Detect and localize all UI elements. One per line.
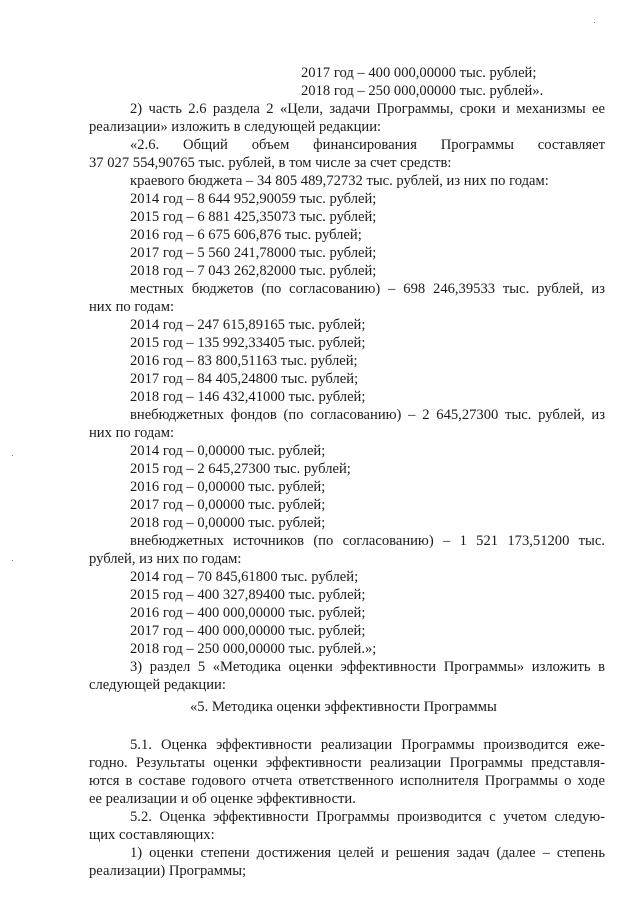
text-line: 2015 год – 135 992,33405 тыс. рублей; bbox=[130, 335, 366, 351]
text-line: 2017 год – 400 000,00000 тыс. рублей; bbox=[130, 623, 366, 639]
text-line: внебюджетных источников (по согласованию) – 1 521 173,51200 тыс. bbox=[130, 533, 605, 549]
text-line: 5.1. Оценка эффективности реализации Программы производится еже- bbox=[130, 737, 605, 753]
text-line: 2018 год – 250 000,00000 тыс. рублей.»; bbox=[130, 641, 377, 657]
text-line: 2017 год – 84 405,24800 тыс. рублей; bbox=[130, 371, 359, 387]
text-line: 2) часть 2.6 раздела 2 «Цели, задачи Программы, сроки и механизмы ее bbox=[130, 101, 605, 117]
text-line: 2015 год – 400 327,89400 тыс. рублей; bbox=[130, 587, 366, 603]
text-line: щих составляющих: bbox=[89, 827, 215, 843]
text-line: ются в составе годового отчета ответственного исполнителя Программы о ходе bbox=[89, 773, 605, 789]
text-line: них по годам: bbox=[89, 299, 175, 315]
text-line: реализации) Программы; bbox=[89, 863, 247, 879]
text-line: ее реализации и об оценке эффективности. bbox=[89, 791, 356, 807]
text-line: 1) оценки степени достижения целей и решения задач (далее – степень bbox=[130, 845, 605, 861]
text-line: краевого бюджета – 34 805 489,72732 тыс. рублей, из них по годам: bbox=[130, 173, 549, 189]
section-heading: «5. Методика оценки эффективности Программы bbox=[190, 699, 497, 715]
text-line: них по годам: bbox=[89, 425, 175, 441]
text-line: 3) раздел 5 «Методика оценки эффективности Программы» изложить в bbox=[130, 659, 605, 675]
scan-speck bbox=[594, 22, 595, 23]
text-line: 2014 год – 0,00000 тыс. рублей; bbox=[130, 443, 326, 459]
scan-speck bbox=[12, 455, 13, 456]
text-line: местных бюджетов (по согласованию) – 698 246,39533 тыс. рублей, из bbox=[130, 281, 605, 297]
text-line: 2017 год – 400 000,00000 тыс. рублей; bbox=[301, 65, 537, 81]
text-line: 5.2. Оценка эффективности Программы производится с учетом следую- bbox=[130, 809, 605, 825]
text-line: 2015 год – 6 881 425,35073 тыс. рублей; bbox=[130, 209, 377, 225]
text-line: «2.6. Общий объем финансирования Программы составляет bbox=[130, 137, 605, 153]
text-line: годно. Результаты оценки эффективности реализации Программы представля- bbox=[89, 755, 605, 771]
text-line: следующей редакции: bbox=[89, 677, 226, 693]
text-line: 2018 год – 250 000,00000 тыс. рублей». bbox=[301, 83, 544, 99]
text-line: 2014 год – 247 615,89165 тыс. рублей; bbox=[130, 317, 366, 333]
text-line: 37 027 554,90765 тыс. рублей, в том числе за счет средств: bbox=[89, 155, 452, 171]
text-line: 2015 год – 2 645,27300 тыс. рублей; bbox=[130, 461, 351, 477]
text-line: рублей, из них по годам: bbox=[89, 551, 242, 567]
text-line: реализации» изложить в следующей редакции: bbox=[89, 119, 382, 135]
text-line: 2018 год – 7 043 262,82000 тыс. рублей; bbox=[130, 263, 377, 279]
text-line: 2017 год – 0,00000 тыс. рублей; bbox=[130, 497, 326, 513]
text-line: 2017 год – 5 560 241,78000 тыс. рублей; bbox=[130, 245, 377, 261]
scan-speck bbox=[12, 560, 13, 561]
text-line: 2016 год – 0,00000 тыс. рублей; bbox=[130, 479, 326, 495]
text-line: 2014 год – 70 845,61800 тыс. рублей; bbox=[130, 569, 359, 585]
text-line: 2014 год – 8 644 952,90059 тыс. рублей; bbox=[130, 191, 377, 207]
text-line: внебюджетных фондов (по согласованию) – 2 645,27300 тыс. рублей, из bbox=[130, 407, 605, 423]
text-line: 2016 год – 400 000,00000 тыс. рублей; bbox=[130, 605, 366, 621]
text-line: 2016 год – 83 800,51163 тыс. рублей; bbox=[130, 353, 358, 369]
text-line: 2018 год – 146 432,41000 тыс. рублей; bbox=[130, 389, 366, 405]
text-line: 2018 год – 0,00000 тыс. рублей; bbox=[130, 515, 326, 531]
text-line: 2016 год – 6 675 606,876 тыс. рублей; bbox=[130, 227, 362, 243]
